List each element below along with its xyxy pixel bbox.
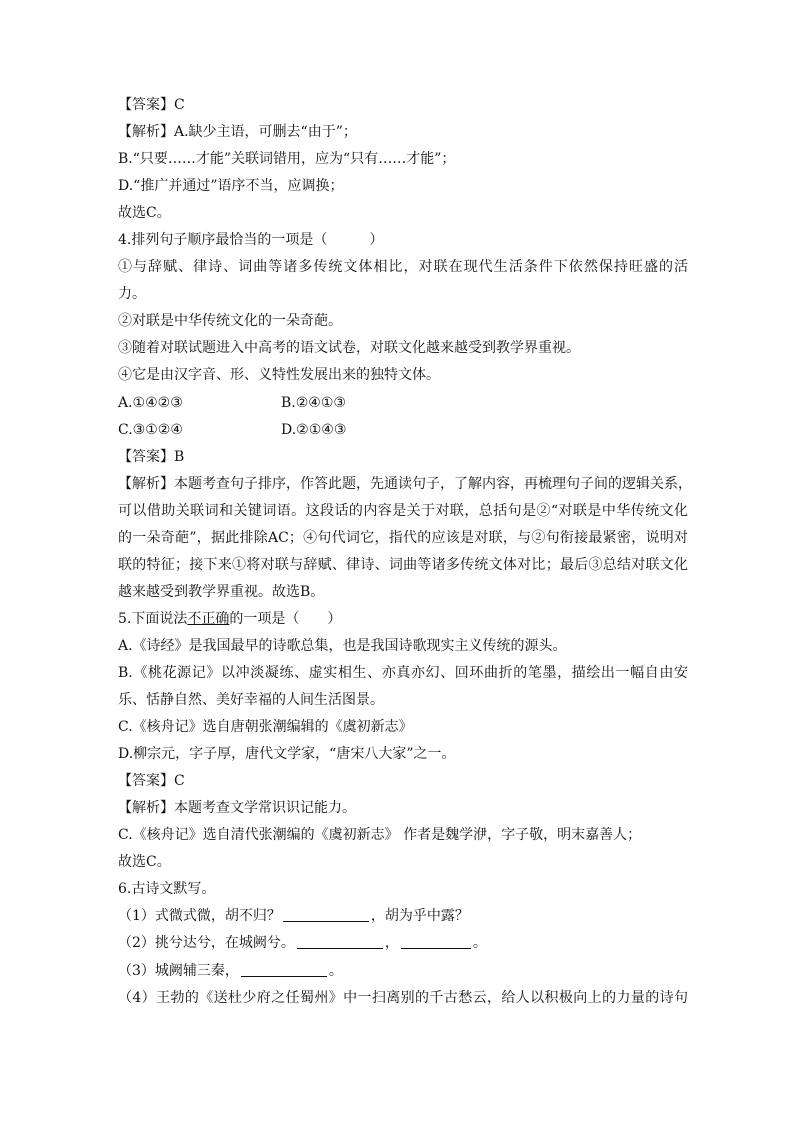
q6-item-1: （1）式微式微，胡不归？ ，胡为乎中露？ — [118, 908, 469, 925]
fill-blank[interactable] — [401, 934, 471, 949]
q4-answer: 【答案】B — [118, 448, 185, 465]
fill-blank[interactable] — [297, 934, 383, 949]
q5-option-a: A.《诗经》是我国最早的诗歌总集，也是我国诗歌现实主义传统的源头。 — [118, 637, 567, 654]
q4-sentence-2: ②对联是中华传统文化的一朵奇葩。 — [118, 313, 342, 330]
q5-option-b-cont: 乐、恬静自然、美好幸福的人间生活图景。 — [118, 692, 384, 709]
q5-analysis-c: C.《核舟记》选自清代张潮编的《虞初新志》 作者是魏学洢，字子敬，明末嘉善人； — [118, 827, 642, 844]
q4-analysis-5: 越来越受到教学界重视。故选B。 — [118, 583, 325, 600]
q4-option-c: C.③①②④ — [118, 421, 183, 438]
fill-blank[interactable] — [241, 962, 327, 977]
q4-analysis-2: 可以借助关联词和关键词语。这段话的内容是关于对联，总括句是②“对联是中华传统文化 — [118, 502, 688, 519]
q5-option-b: B.《桃花源记》以冲淡凝练、虚实相生、亦真亦幻、回环曲折的笔墨，描绘出一幅自由安 — [118, 664, 688, 681]
q4-sentence-1-cont: 力。 — [118, 286, 146, 303]
q4-option-b: B.②④①③ — [281, 394, 346, 411]
q5-conclusion: 故选C。 — [118, 854, 171, 871]
document-page — [118, 92, 692, 1012]
q4-sentence-3: ③随着对联试题进入中高考的语文试卷，对联文化越来越受到教学界重视。 — [118, 340, 580, 357]
q5-option-d: D.柳宗元，字子厚，唐代文学家，“唐宋八大家”之一。 — [118, 746, 456, 763]
fill-blank[interactable] — [283, 907, 369, 922]
q5-option-c: C.《核舟记》选自唐朝张潮编辑的《虞初新志》 — [118, 719, 413, 736]
q4-analysis-4: 联的特征；接下来①将对联与辞赋、律诗、词曲等诸多传统文体对比；最后③总结对联文化 — [118, 556, 688, 573]
q5-answer: 【答案】C — [118, 773, 185, 790]
q4-sentence-4: ④它是由汉字音、形、义特性发展出来的独特文体。 — [118, 367, 440, 384]
q5-analysis: 【解析】本题考查文学常识识记能力。 — [118, 800, 356, 817]
q5-stem-emphasis: 不正确 — [187, 610, 230, 627]
q6-item-2: （2）挑兮达兮，在城阙兮。 ， 。 — [118, 935, 487, 952]
q4-options-row-1 — [118, 390, 688, 417]
q4-analysis-1: 【解析】本题考查句子排序，作答此题，先通读句子，了解内容，再梳理句子间的逻辑关系， — [118, 475, 692, 492]
q4-analysis-3: 的一朵奇葩”，据此排除AC；④句代词它，指代的应该是对联，与②句衔接最紧密，说明对 — [118, 529, 688, 546]
analysis-q3-b: B.“只要……才能”关联词错用，应为“只有……才能”； — [118, 151, 456, 168]
q6-title: 6.古诗文默写。 — [118, 881, 216, 898]
analysis-q3-conclusion: 故选C。 — [118, 205, 171, 222]
q6-item-3: （3）城阙辅三秦， 。 — [118, 962, 343, 979]
q4-stem: 4.排列句子顺序最恰当的一项是（ ） — [118, 232, 384, 249]
q4-options-row-2 — [118, 417, 688, 444]
analysis-q3-d: D.“推广并通过”语序不当，应调换； — [118, 178, 344, 195]
analysis-q3-a: 【解析】A.缺少主语，可删去“由于”； — [118, 124, 357, 141]
q6-item-4: （4）王勃的《送杜少府之任蜀州》中一扫离别的千古愁云，给人以积极向上的力量的诗句 — [118, 989, 688, 1006]
q5-stem: 5.下面说法不正确的一项是（ ） — [118, 610, 342, 627]
q4-option-d: D.②①④③ — [281, 421, 347, 438]
q4-sentence-1: ①与辞赋、律诗、词曲等诸多传统文体相比，对联在现代生活条件下依然保持旺盛的活 — [118, 259, 688, 276]
q4-option-a: A.①④②③ — [118, 394, 183, 411]
answer-q3: 【答案】C — [118, 97, 185, 113]
